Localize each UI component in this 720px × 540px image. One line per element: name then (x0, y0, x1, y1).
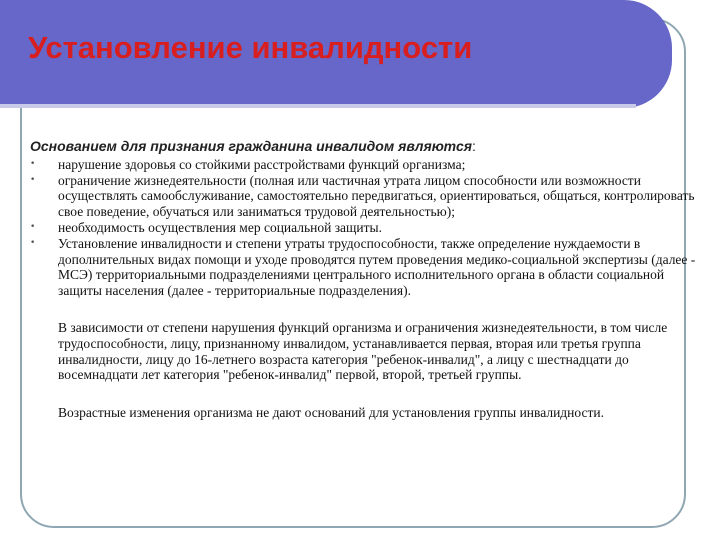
list-item-text: необходимость осуществления мер социальной защиты. (58, 219, 383, 235)
bullet-icon: • (30, 221, 36, 232)
list-item (30, 236, 696, 299)
slide-content (30, 139, 696, 421)
list-item-text: Установление инвалидности и степени утраты трудоспособности, также определение нуждаемости в дополнительных видах помощи и уходе проводятся путем проведения медико-социальной экспертизы (далее - МСЭ) территориальными подразделениями центрального исполнительного органа в области социальной защиты населения (далее - территориальные подразделения). (58, 235, 696, 299)
bullet-icon: • (30, 237, 36, 248)
slide-title: Установление инвалидности (28, 30, 473, 65)
intro-lead: Основанием для признания гражданина инвалидом являются (30, 138, 472, 154)
bullet-icon: • (30, 174, 36, 185)
age-changes-paragraph: Возрастные изменения организма не дают оснований для установления группы инвалидности. (58, 405, 604, 421)
title-band (0, 0, 672, 108)
intro-line (30, 139, 696, 155)
disability-groups-paragraph: В зависимости от степени нарушения функций организма и ограничения жизнедеятельности, в том числе трудоспособности, лицу, признанному инвалидом, устанавливается первая, вторая или третья группа инвалидности, лицу до 16-летнего возраста категория "ребенок-инвалид", а лицу с шестнадцати до восемнадцати лет категория "ребенок-инвалид" первой, второй, третьей группы. (58, 319, 668, 383)
list-item-text: ограничение жизнедеятельности (полная или частичная утрата лицом способности или возможности осуществлять самообслуживание, самостоятельно передвигаться, ориентироваться, общаться, контролировать свое поведение, обучаться или заниматься трудовой деятельностью); (58, 172, 695, 220)
list-item-text: нарушение здоровья со стойкими расстройствами функций организма; (58, 156, 466, 172)
bullet-icon: • (30, 158, 36, 169)
title-underline (0, 104, 636, 108)
list-item (30, 173, 696, 220)
bullet-list (30, 157, 696, 299)
list-item (30, 220, 696, 236)
list-item (30, 157, 696, 173)
intro-colon: : (471, 138, 476, 154)
